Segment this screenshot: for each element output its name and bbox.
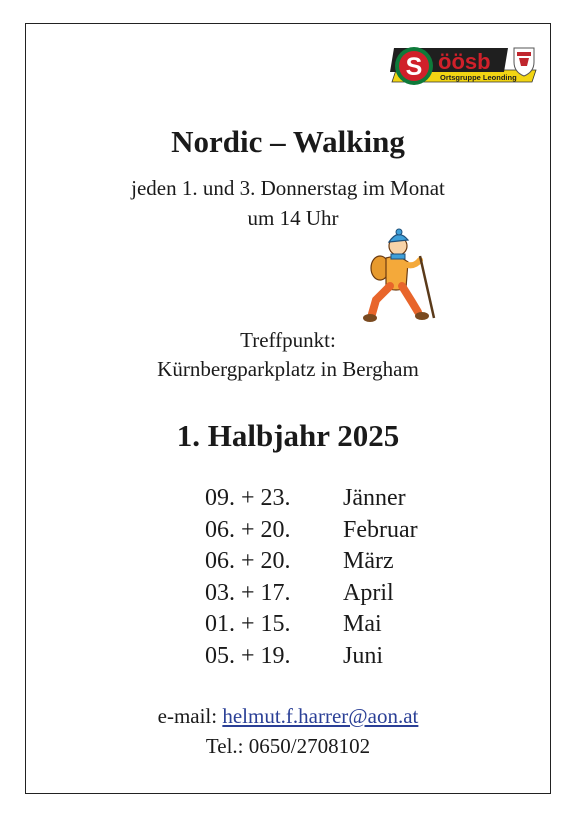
schedule-days: jeden 1. und 3. Donnerstag im Monat — [131, 176, 445, 200]
date-days: 06. + 20. — [205, 548, 291, 574]
meeting-label: Treffpunkt: — [240, 328, 336, 352]
oosb-logo — [388, 42, 538, 94]
date-row — [205, 580, 465, 612]
date-month: März — [343, 548, 394, 574]
email-label: e-mail: — [157, 704, 218, 728]
date-row — [205, 548, 465, 580]
date-days: 06. + 20. — [205, 516, 291, 543]
phone-number: 0650/2708102 — [248, 734, 371, 758]
date-month: Februar — [343, 516, 418, 543]
date-month: Mai — [343, 611, 382, 637]
meeting-place: Kürnbergparkplatz in Bergham — [157, 357, 419, 381]
date-month: Juni — [343, 642, 384, 669]
date-month: April — [343, 579, 394, 606]
date-row — [205, 485, 465, 517]
date-days: 03. + 17. — [205, 579, 291, 606]
contact-email-line — [0, 704, 576, 729]
date-days: 01. + 15. — [205, 611, 291, 637]
date-row — [205, 643, 465, 675]
date-month: Jänner — [343, 485, 406, 511]
page-title: Nordic – Walking — [171, 124, 405, 159]
logo-badge: S — [405, 53, 423, 81]
date-row — [205, 611, 465, 643]
period-heading: 1. Halbjahr 2025 — [176, 418, 400, 453]
email-link[interactable]: helmut.f.harrer@aon.at — [222, 704, 419, 728]
date-days: 05. + 19. — [205, 642, 291, 669]
contact-phone-line — [0, 734, 576, 759]
date-days: 09. + 23. — [205, 485, 291, 511]
schedule-time: um 14 Uhr — [247, 206, 339, 230]
logo-subtitle: Ortsgruppe Leonding — [440, 73, 517, 82]
date-row — [205, 517, 465, 549]
phone-label: Tel.: — [205, 734, 244, 758]
coat-of-arms-icon — [514, 48, 534, 76]
logo-wordmark: öösb — [438, 49, 491, 74]
date-list — [205, 485, 465, 674]
hiker-with-walking-stick-icon — [356, 228, 446, 328]
